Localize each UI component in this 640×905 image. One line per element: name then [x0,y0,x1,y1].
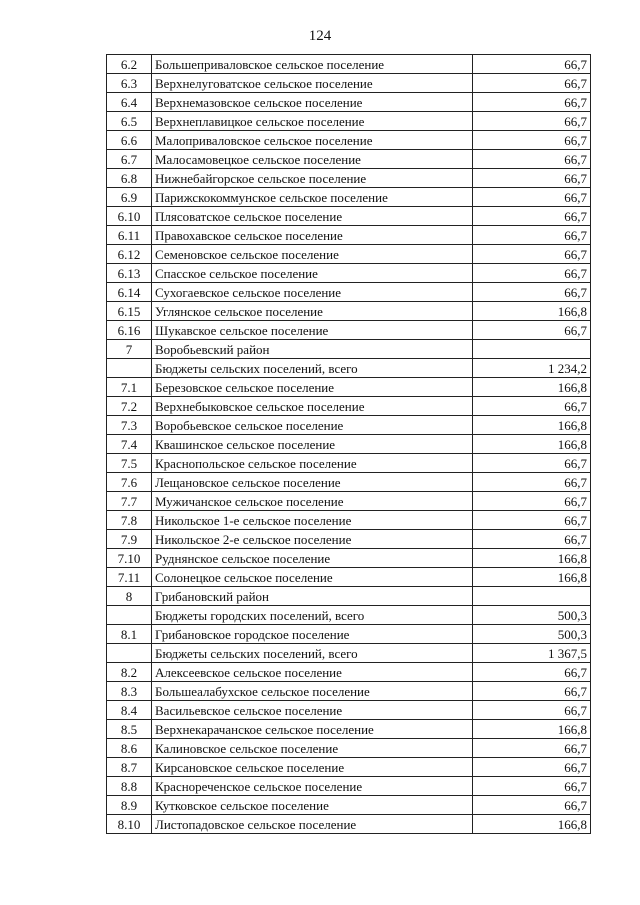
settlement-name-cell: Спасское сельское поселение [152,264,473,283]
row-number-cell [107,606,152,625]
table-row [107,454,591,473]
settlement-name-cell: Краснореченское сельское поселение [152,777,473,796]
amount-cell: 66,7 [473,74,591,93]
row-number-cell: 7.3 [107,416,152,435]
amount-cell: 66,7 [473,454,591,473]
row-number-cell: 7.8 [107,511,152,530]
table-row [107,606,591,625]
table-row [107,74,591,93]
settlement-name-cell: Алексеевское сельское поселение [152,663,473,682]
amount-cell [473,340,591,359]
table-row [107,587,591,606]
settlement-name-cell: Руднянское сельское поселение [152,549,473,568]
row-number-cell: 6.8 [107,169,152,188]
amount-cell: 66,7 [473,283,591,302]
table-row [107,226,591,245]
row-number-cell: 8 [107,587,152,606]
amount-cell: 66,7 [473,682,591,701]
amount-cell: 66,7 [473,473,591,492]
row-number-cell: 6.4 [107,93,152,112]
settlement-name-cell: Васильевское сельское поселение [152,701,473,720]
row-number-cell: 7 [107,340,152,359]
amount-cell: 66,7 [473,758,591,777]
row-number-cell: 8.5 [107,720,152,739]
row-number-cell: 7.4 [107,435,152,454]
table-row [107,435,591,454]
table-row [107,55,591,74]
row-number-cell: 8.1 [107,625,152,644]
settlement-name-cell: Бюджеты сельских поселений, всего [152,359,473,378]
table-row [107,131,591,150]
amount-cell: 166,8 [473,549,591,568]
settlement-name-cell: Верхнебыковское сельское поселение [152,397,473,416]
amount-cell: 166,8 [473,435,591,454]
table-row [107,644,591,663]
settlement-name-cell: Калиновское сельское поселение [152,739,473,758]
table-row [107,340,591,359]
row-number-cell [107,359,152,378]
settlement-name-cell: Грибановское городское поселение [152,625,473,644]
amount-cell: 166,8 [473,302,591,321]
amount-cell: 66,7 [473,530,591,549]
settlement-name-cell: Кирсановское сельское поселение [152,758,473,777]
settlement-name-cell: Верхнелуговатское сельское поселение [152,74,473,93]
table-row [107,188,591,207]
table-row [107,625,591,644]
amount-cell: 66,7 [473,796,591,815]
settlement-name-cell: Правохавское сельское поселение [152,226,473,245]
amount-cell: 66,7 [473,777,591,796]
row-number-cell: 7.9 [107,530,152,549]
settlement-name-cell: Плясоватское сельское поселение [152,207,473,226]
row-number-cell: 6.9 [107,188,152,207]
settlement-name-cell: Квашинское сельское поселение [152,435,473,454]
table-row [107,359,591,378]
row-number-cell: 7.5 [107,454,152,473]
table-row [107,739,591,758]
table-row [107,758,591,777]
amount-cell: 66,7 [473,511,591,530]
table-row [107,321,591,340]
settlement-name-cell: Верхнеплавицкое сельское поселение [152,112,473,131]
table-row [107,720,591,739]
table-row [107,169,591,188]
settlement-name-cell: Бюджеты городских поселений, всего [152,606,473,625]
row-number-cell [107,644,152,663]
row-number-cell: 6.6 [107,131,152,150]
settlement-name-cell: Солонецкое сельское поселение [152,568,473,587]
amount-cell: 166,8 [473,378,591,397]
amount-cell: 66,7 [473,93,591,112]
row-number-cell: 7.10 [107,549,152,568]
row-number-cell: 7.1 [107,378,152,397]
amount-cell: 166,8 [473,568,591,587]
amount-cell: 66,7 [473,150,591,169]
row-number-cell: 8.8 [107,777,152,796]
row-number-cell: 6.15 [107,302,152,321]
settlement-name-cell: Нижнебайгорское сельское поселение [152,169,473,188]
settlement-name-cell: Никольское 1-е сельское поселение [152,511,473,530]
row-number-cell: 6.5 [107,112,152,131]
table-row [107,530,591,549]
table-row [107,777,591,796]
table-row [107,416,591,435]
table-row [107,663,591,682]
row-number-cell: 6.12 [107,245,152,264]
amount-cell [473,587,591,606]
table-row [107,397,591,416]
table-row [107,378,591,397]
row-number-cell: 6.2 [107,55,152,74]
settlement-name-cell: Никольское 2-е сельское поселение [152,530,473,549]
settlement-name-cell: Сухогаевское сельское поселение [152,283,473,302]
table-row [107,150,591,169]
table-row [107,549,591,568]
table-row [107,283,591,302]
row-number-cell: 8.9 [107,796,152,815]
settlement-name-cell: Краснопольское сельское поселение [152,454,473,473]
settlement-name-cell: Кутковское сельское поселение [152,796,473,815]
row-number-cell: 8.2 [107,663,152,682]
amount-cell: 66,7 [473,492,591,511]
table-row [107,815,591,834]
settlement-name-cell: Большеприваловское сельское поселение [152,55,473,74]
amount-cell: 66,7 [473,264,591,283]
table-row [107,682,591,701]
settlement-name-cell: Березовское сельское поселение [152,378,473,397]
row-number-cell: 8.6 [107,739,152,758]
row-number-cell: 6.10 [107,207,152,226]
settlement-name-cell: Шукавское сельское поселение [152,321,473,340]
amount-cell: 1 367,5 [473,644,591,663]
amount-cell: 66,7 [473,663,591,682]
amount-cell: 166,8 [473,815,591,834]
row-number-cell: 6.16 [107,321,152,340]
amount-cell: 66,7 [473,55,591,74]
row-number-cell: 6.3 [107,74,152,93]
budget-table [106,54,591,834]
table-row [107,568,591,587]
settlement-name-cell: Семеновское сельское поселение [152,245,473,264]
settlement-name-cell: Воробьевский район [152,340,473,359]
row-number-cell: 6.11 [107,226,152,245]
page-number: 124 [308,28,332,44]
settlement-name-cell: Верхнемазовское сельское поселение [152,93,473,112]
amount-cell: 66,7 [473,112,591,131]
amount-cell: 66,7 [473,739,591,758]
settlement-name-cell: Лещановское сельское поселение [152,473,473,492]
amount-cell: 1 234,2 [473,359,591,378]
table-row [107,473,591,492]
row-number-cell: 6.14 [107,283,152,302]
settlement-name-cell: Верхнекарачанское сельское поселение [152,720,473,739]
table-row [107,207,591,226]
settlement-name-cell: Мужичанское сельское поселение [152,492,473,511]
row-number-cell: 8.3 [107,682,152,701]
settlement-name-cell: Листопадовское сельское поселение [152,815,473,834]
amount-cell: 500,3 [473,606,591,625]
settlement-name-cell: Грибановский район [152,587,473,606]
amount-cell: 66,7 [473,321,591,340]
row-number-cell: 6.7 [107,150,152,169]
table-row [107,796,591,815]
settlement-name-cell: Парижскокоммунское сельское поселение [152,188,473,207]
settlement-name-cell: Углянское сельское поселение [152,302,473,321]
settlement-name-cell: Малосамовецкое сельское поселение [152,150,473,169]
table-row [107,264,591,283]
row-number-cell: 7.11 [107,568,152,587]
amount-cell: 166,8 [473,720,591,739]
settlement-name-cell: Воробьевское сельское поселение [152,416,473,435]
amount-cell: 66,7 [473,188,591,207]
table-row [107,245,591,264]
amount-cell: 66,7 [473,169,591,188]
settlement-name-cell: Большеалабухское сельское поселение [152,682,473,701]
row-number-cell: 7.2 [107,397,152,416]
row-number-cell: 7.7 [107,492,152,511]
row-number-cell: 6.13 [107,264,152,283]
table-row [107,93,591,112]
amount-cell: 66,7 [473,226,591,245]
amount-cell: 66,7 [473,245,591,264]
row-number-cell: 7.6 [107,473,152,492]
table-row [107,511,591,530]
row-number-cell: 8.4 [107,701,152,720]
table-row [107,302,591,321]
amount-cell: 66,7 [473,131,591,150]
amount-cell: 500,3 [473,625,591,644]
amount-cell: 166,8 [473,416,591,435]
table-row [107,701,591,720]
settlement-name-cell: Малоприваловское сельское поселение [152,131,473,150]
table-row [107,492,591,511]
row-number-cell: 8.10 [107,815,152,834]
amount-cell: 66,7 [473,701,591,720]
amount-cell: 66,7 [473,397,591,416]
table-row [107,112,591,131]
row-number-cell: 8.7 [107,758,152,777]
amount-cell: 66,7 [473,207,591,226]
settlement-name-cell: Бюджеты сельских поселений, всего [152,644,473,663]
budget-table-body [107,55,591,834]
